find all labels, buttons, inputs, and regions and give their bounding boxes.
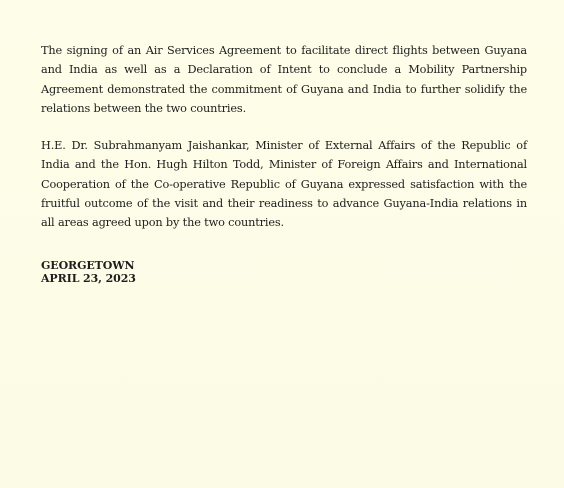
dateline bbox=[41, 259, 527, 285]
dateline-date: APRIL 23, 2023 bbox=[41, 271, 136, 285]
paragraph-agreements: The signing of an Air Services Agreement to facilitate direct flights between Guyana and India as well as a Declaration of Intent to conclude a Mobility Partnership Agreement demonstrated the commitment of Guyana and India to further solidify the relations between the two countries. bbox=[41, 44, 527, 115]
document-body bbox=[41, 41, 527, 285]
dateline-place: GEORGETOWN bbox=[41, 258, 135, 272]
paragraph-ministers: H.E. Dr. Subrahmanyam Jaishankar, Minister of External Affairs of the Republic of India and the Hon. Hugh Hilton Todd, Minister of Foreign Affairs and International Cooperation of the Co-operative Republic of Guyana expressed satisfaction with the fruitful outcome of the visit and their readiness to advance Guyana-India relations in all areas agreed upon by the two countries. bbox=[41, 139, 527, 230]
